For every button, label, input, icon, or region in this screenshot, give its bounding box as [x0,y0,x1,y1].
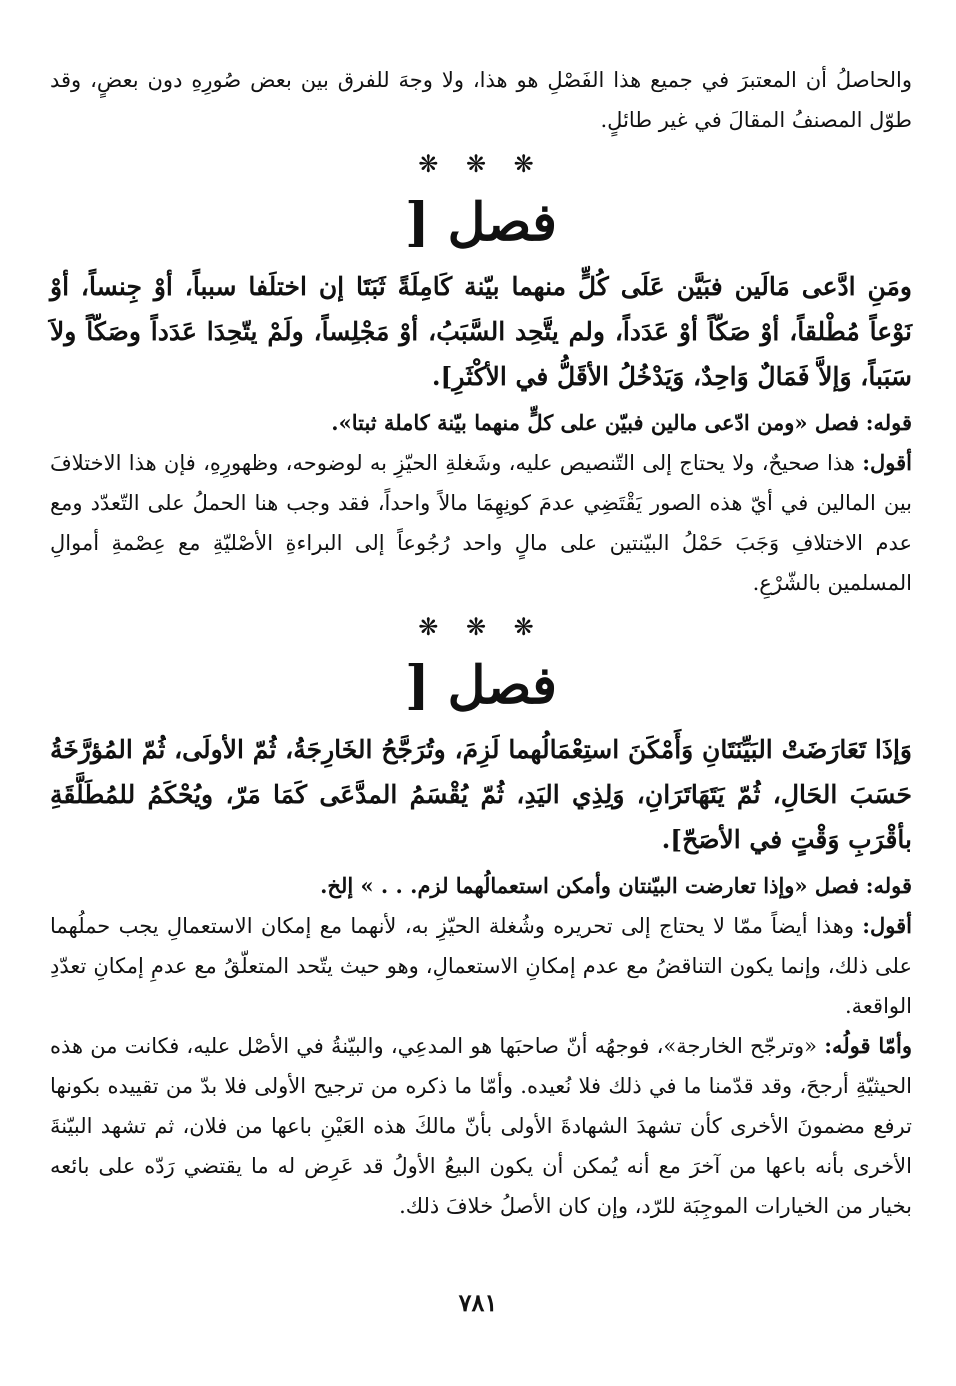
qawluhu-quote: فصل «وإذا تعارضت البيّنتان وأمكن استعمالُهما لزم. . . » إلخ. [320,873,860,898]
aqulu-text: وهذا أيضاً ممّا لا يحتاج إلى تحريره وشُغلة الحيّزِ به، لأنهما مع إمكان الاستعمالِ يجب حملُهما على ذلك، وإنما يكون التناقضُ مع عدم إمكانِ الاستعمالِ، وهو حيث يتّحد المتعلّقُ مع عدمِ إمكانِ تعدّدِ الواقعة. [50,914,912,1018]
amma-text: «وترجّح الخارجة»، فوجهُه أنّ صاحبَها هو المدعِي، والبيّنةُ في الأصْل عليه، فكانت من هذه الحيثيّةِ أرجحَ، وقد قدّمنا ما في ذلك فلا نُعيده. وأمّا ما ذكره من ترجيح الأولى فلا بدّ من تقييده بكونها ترفع مضمونَ الأخرى كأن تشهدَ الشهادةَ الأولى بأنّ مالكَ هذه العَيْنِ باعها من فلان، ثم تشهد البيّنةَ الأخرى بأنه باعها من آخرَ مع أنه يُمكن أن يكون البيعُ الأولُ قد عَرِض له ما يقتضي رَدّه على بائعه بخيار من الخيارات الموجِبَة للرّد، وإن كان الأصلُ خلافَ ذلك. [50,1034,912,1218]
section-heading: فصل [ [404,192,558,253]
commentary-amma [50,1026,912,1226]
commentary-aqulu [50,443,912,603]
commentary-qawluhu [50,866,912,906]
matn-text: ومَنِ ادَّعى مَالَين فبَيَّن عَلَى كُلٍّ منهما بيّنة كَامِلَةً ثَبَتَا إن اختلَفا سبباً، أوْ جِنساً، أوْ نَوْعاً مُطْلقاً، أوْ صَكّاً أوْ عَدَداً، ولم يتَّحِد السَّبَبُ، أوْ مَجْلِساً، ولَمْ يتّحِدَا عَدَداً وصَكّاً ولاَ سَبَباً، وَإلاَّ فَمَالٌ وَاحِدٌ، وَيَدْخُلُ الأقَلُّ في الأكْثَرِ]. [50,272,912,391]
qawluhu-label: قوله: [865,873,912,898]
aqulu-label: أقول: [862,913,912,938]
matn-text: وَإذَا تَعَارَضَتْ البَيِّنَتَانِ وَأَمْكَنَ استِعْمَالُهما لَزِمَ، وتُرَجَّحُ الخَارِجَةُ، ثُمّ الأولَى، ثُمّ المُؤرَّخَةُ حَسَبَ الحَالِ، ثُمّ يَتَهَاتَرَانِ، وَلِذِي اليَدِ، ثُمّ يُقْسَمُ المدَّعَى كَمَا مَرّ، ويُحْكَمُ للمُطَلَّقَةِ بأقْرَبِ وَقْتٍ في الأصَحّ]. [50,735,912,854]
qawluhu-quote: فصل «ومن ادّعى مالين فبيّن على كلٍّ منهما بيّنة كاملة ثبتا». [331,410,860,435]
top-paragraph: والحاصلُ أن المعتبرَ في جميع هذا الفَصْلِ هو هذا، ولا وجهَ للفرق بين بعض صُورِهِ دون بعضٍ، وقد طوّل المصنفُ المقالَ في غير طائلٍ. [50,68,912,132]
aqulu-text: هذا صحيحٌ، ولا يحتاج إلى التّنصيص عليه، وشَغلةِ الحيّزِ به لوضوحه، وظهورِهِ، فإن هذا الاختلافَ بين المالين في أيّ هذه الصور يَقْتَضِي عدمَ كونِهِمَا مالاً واحداً، فقد وجب هنا الحملُ على التّعدّد ومع عدم الاختلافِ وَجَبَ حَمْلُ البيّنتين على مالٍ واحد رُجُوعاً إلى البراءةِ الأصْليّةِ مع عِصْمةِ أموالِ المسلمين بالشّرْعِ. [50,451,912,595]
aqulu-label: أقول: [862,450,912,475]
section-heading: فصل [ [404,655,558,716]
section-separator: ❋ ❋ ❋ [418,613,544,641]
section-separator: ❋ ❋ ❋ [418,150,544,178]
qawluhu-label: قوله: [865,410,912,435]
page-body [50,60,912,1226]
amma-label: وأمّا قولُه: [824,1033,912,1058]
page-number: ٧٨١ [458,1288,498,1317]
commentary-qawluhu [50,403,912,443]
commentary-aqulu [50,906,912,1026]
